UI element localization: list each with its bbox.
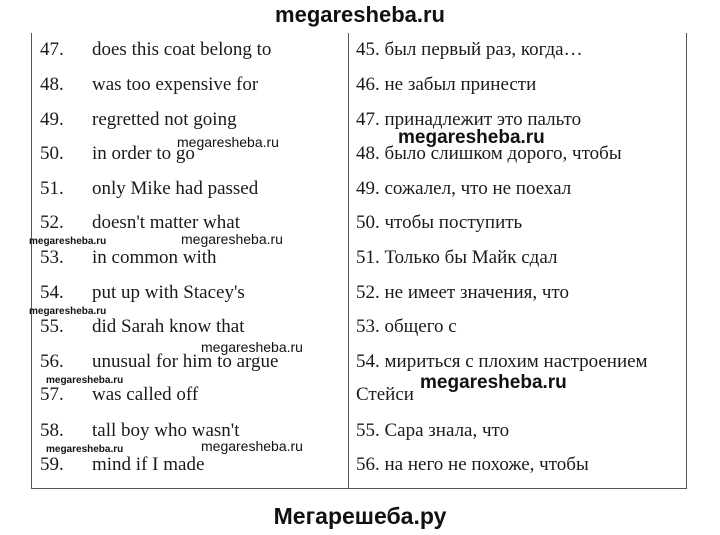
right-row: Стейси <box>356 384 414 405</box>
row-text: put up with Stacey's <box>92 282 245 303</box>
right-row: 45. был первый раз, когда… <box>356 39 583 60</box>
row-text: mind if I made <box>92 454 205 475</box>
right-row: 47. принадлежит это пальто <box>356 109 582 130</box>
watermark: megaresheba.ru <box>398 127 545 148</box>
row-text: in common with <box>92 247 217 268</box>
row-text: in order to go <box>92 143 195 164</box>
row-number: 48. <box>40 74 64 95</box>
row-text: only Mike had passed <box>92 178 259 199</box>
row-text: tall boy who wasn't <box>92 420 240 441</box>
row-number: 53. <box>40 247 64 268</box>
row-number: 50. <box>40 143 64 164</box>
watermark: megaresheba.ru <box>29 236 107 247</box>
right-row: 55. Сара знала, что <box>356 420 510 441</box>
right-row: 48. было слишком дорого, чтобы <box>356 143 622 164</box>
row-number: 51. <box>40 178 64 199</box>
row-number: 47. <box>40 39 64 60</box>
watermark: megaresheba.ru <box>201 438 303 454</box>
site-footer: Мегарешеба.ру <box>273 503 447 529</box>
row-number: 52. <box>40 212 64 233</box>
row-text: regretted not going <box>92 109 237 130</box>
right-row: 54. мириться с плохим настроением <box>356 351 648 372</box>
row-number: 57. <box>40 384 64 405</box>
watermark: megaresheba.ru <box>177 134 279 150</box>
watermark: megaresheba.ru <box>46 375 124 386</box>
row-text: was called off <box>92 384 199 405</box>
site-header: megaresheba.ru <box>275 2 445 27</box>
row-number: 59. <box>40 454 64 475</box>
watermark: megaresheba.ru <box>420 372 567 393</box>
row-text: doesn't matter what <box>92 212 240 233</box>
right-row: 46. не забыл принести <box>356 74 537 95</box>
row-text: did Sarah know that <box>92 316 245 337</box>
watermark: megaresheba.ru <box>46 444 124 455</box>
row-text: unusual for him to argue <box>92 351 279 372</box>
row-number: 58. <box>40 420 64 441</box>
right-row: 49. сожалел, что не поехал <box>356 178 572 199</box>
row-number: 56. <box>40 351 64 372</box>
watermark: megaresheba.ru <box>29 306 107 317</box>
right-row: 52. не имеет значения, что <box>356 282 569 303</box>
row-text: was too expensive for <box>92 74 259 95</box>
row-number: 49. <box>40 109 64 130</box>
column-divider <box>348 33 349 488</box>
right-row: 53. общего с <box>356 316 457 337</box>
right-row: 51. Только бы Майк сдал <box>356 247 558 268</box>
right-row: 56. на него не похоже, чтобы <box>356 454 589 475</box>
row-text: does this coat belong to <box>92 39 272 60</box>
row-number: 54. <box>40 282 64 303</box>
right-row: 50. чтобы поступить <box>356 212 523 233</box>
row-number: 55. <box>40 316 64 337</box>
watermark: megaresheba.ru <box>201 339 303 355</box>
watermark: megaresheba.ru <box>181 231 283 247</box>
answer-table <box>31 33 687 489</box>
